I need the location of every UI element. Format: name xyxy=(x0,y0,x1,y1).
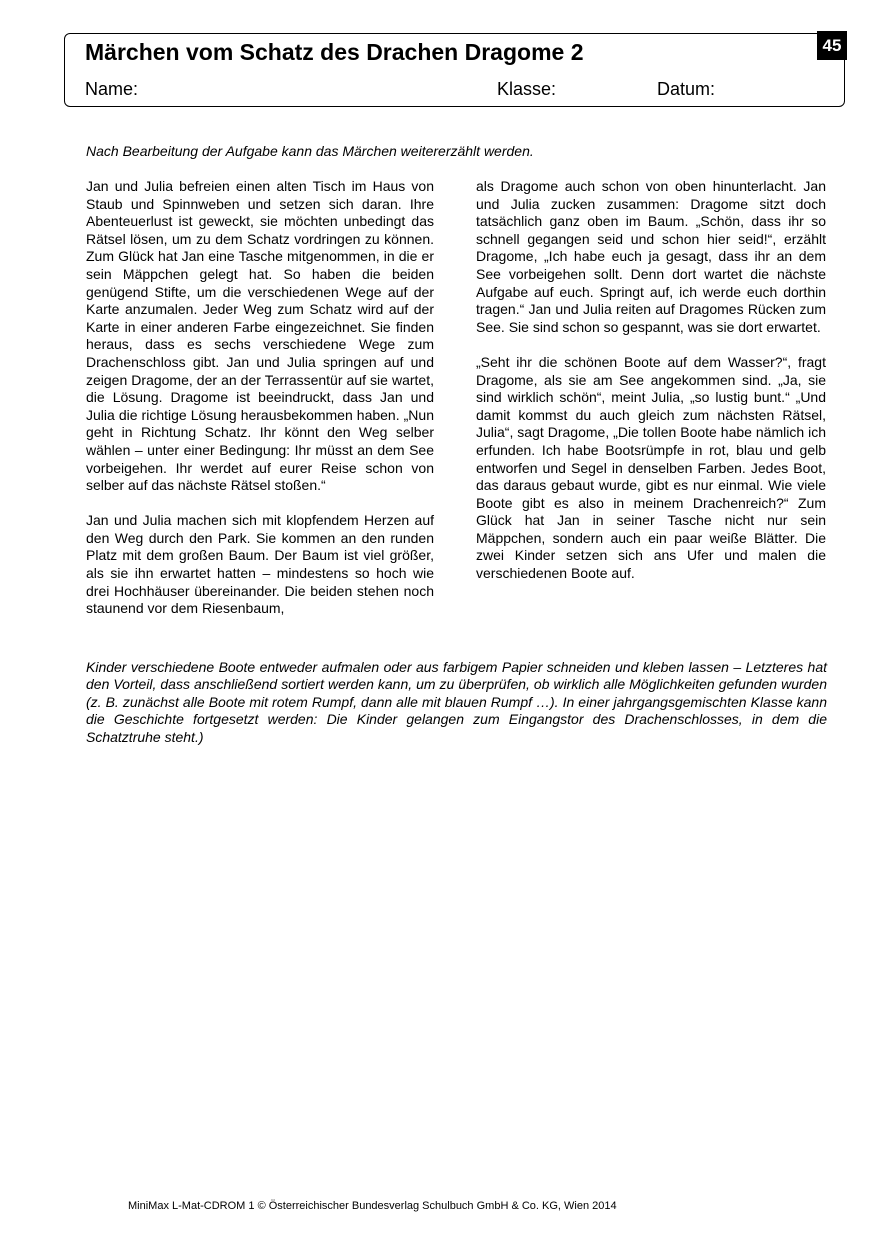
name-field-label: Name: xyxy=(85,79,139,99)
worksheet-header xyxy=(64,33,845,107)
page-title: Märchen vom Schatz des Drachen Dragome 2 xyxy=(85,39,584,65)
class-field-label: Klasse: xyxy=(497,79,557,99)
story-paragraph: Jan und Julia machen sich mit klopfendem Herzen auf den Weg durch den Park. Sie kommen an den runden Platz mit dem großen Baum. Der Baum ist viel größer, als sie ihn erwartet hatten – mindestens so hoch wie drei Hochhäuser übereinander. Die beiden stehen noch staunend vor dem Riesenbaum, xyxy=(86,512,434,617)
story-paragraph: als Dragome auch schon von oben hinunterlacht. Jan und Julia zucken zusammen: Dragome sitzt doch tatsächlich ganz oben im Baum. „Schön, dass ihr so schnell gegangen seid und schon hier seid!“, erzählt Dragome, „Ich habe euch ja gesagt, dass ihr an dem See vorbeigehen sollt. Denn dort wartet die nächste Aufgabe auf euch. Springt auf, ich werde euch dorthin tragen.“ Jan und Julia reiten auf Dragomes Rücken zum See. Sie sind schon so gespannt, was sie dort erwartet. xyxy=(476,178,826,335)
story-paragraph: Jan und Julia befreien einen alten Tisch im Haus von Staub und Spinnweben und setzen sich daran. Ihre Abenteuerlust ist geweckt, sie möchten unbedingt das Rätsel lösen, um zu dem Schatz vordringen zu können. Zum Glück hat Jan eine Tasche mitgenommen, in die er sein Mäppchen gelegt hat. So haben die beiden genügend Stifte, um die verschiedenen Wege auf der Karte anzumalen. Jeder Weg zum Schatz wird auf der Karte in einer anderen Farbe eingezeichnet. Sie finden heraus, dass es sechs verschiedene Wege zum Drachenschloss gibt. Jan und Julia springen auf und zeigen Dragome, der an der Terrassentür auf sie wartet, die Lösung. Dragome ist beeindruckt, dass Jan und Julia die richtige Lösung herausbekommen haben. „Nun geht in Richtung Schatz. Ihr könnt den Weg selber wählen – unter einer Bedingung: Ihr müsst an dem See vorbeigehen. Ihr werdet auf eurer Reise schon von selber auf das nächste Rätsel stoßen.“ xyxy=(86,178,434,494)
story-column-right xyxy=(476,178,826,600)
story-column-left xyxy=(86,178,434,635)
copyright-footer: MiniMax L-Mat-CDROM 1 © Österreichischer Bundesverlag Schulbuch GmbH & Co. KG, Wien 2014 xyxy=(128,1200,617,1212)
intro-instruction: Nach Bearbeitung der Aufgabe kann das Märchen weitererzählt werden. xyxy=(86,143,534,159)
page-number-badge: 45 xyxy=(817,31,847,60)
teacher-note: Kinder verschiedene Boote entweder aufmalen oder aus farbigem Papier schneiden und kleben lassen – Letzteres hat den Vorteil, dass anschließend sortiert werden kann, um zu überprüfen, ob wirklich alle Möglichkeiten gefunden wurden (z. B. zunächst alle Boote mit rotem Rumpf, dann alle mit blauen Rumpf …). In einer jahrgangsgemischten Klasse kann die Geschichte fortgesetzt werden: Die Kinder gelangen zum Eingangstor des Drachenschlosses, in dem die Schatztruhe steht.) xyxy=(86,659,827,745)
date-field-label: Datum: xyxy=(657,79,716,99)
story-paragraph: „Seht ihr die schönen Boote auf dem Wasser?“, fragt Dragome, als sie am See angekommen sind. „Ja, sie sind wirklich schön“, meint Julia, „so lustig bunt.“ „Und damit kommst du auch gleich zum nächsten Rätsel, Julia“, sagt Dragome, „Die tollen Boote habe nämlich ich erfunden. Ich habe Bootsrümpfe in rot, blau und gelb entworfen und Segel in denselben Farben. Jedes Boot, das daraus gebaut wurde, gibt es nur einmal. Wie viele Boote gibt es also in meinem Drachenreich?“ Zum Glück hat Jan in seiner Tasche nicht nur sein Mäppchen, sondern auch ein paar weiße Blätter. Die zwei Kinder setzen sich ans Ufer und malen die verschiedenen Boote auf. xyxy=(476,353,826,582)
